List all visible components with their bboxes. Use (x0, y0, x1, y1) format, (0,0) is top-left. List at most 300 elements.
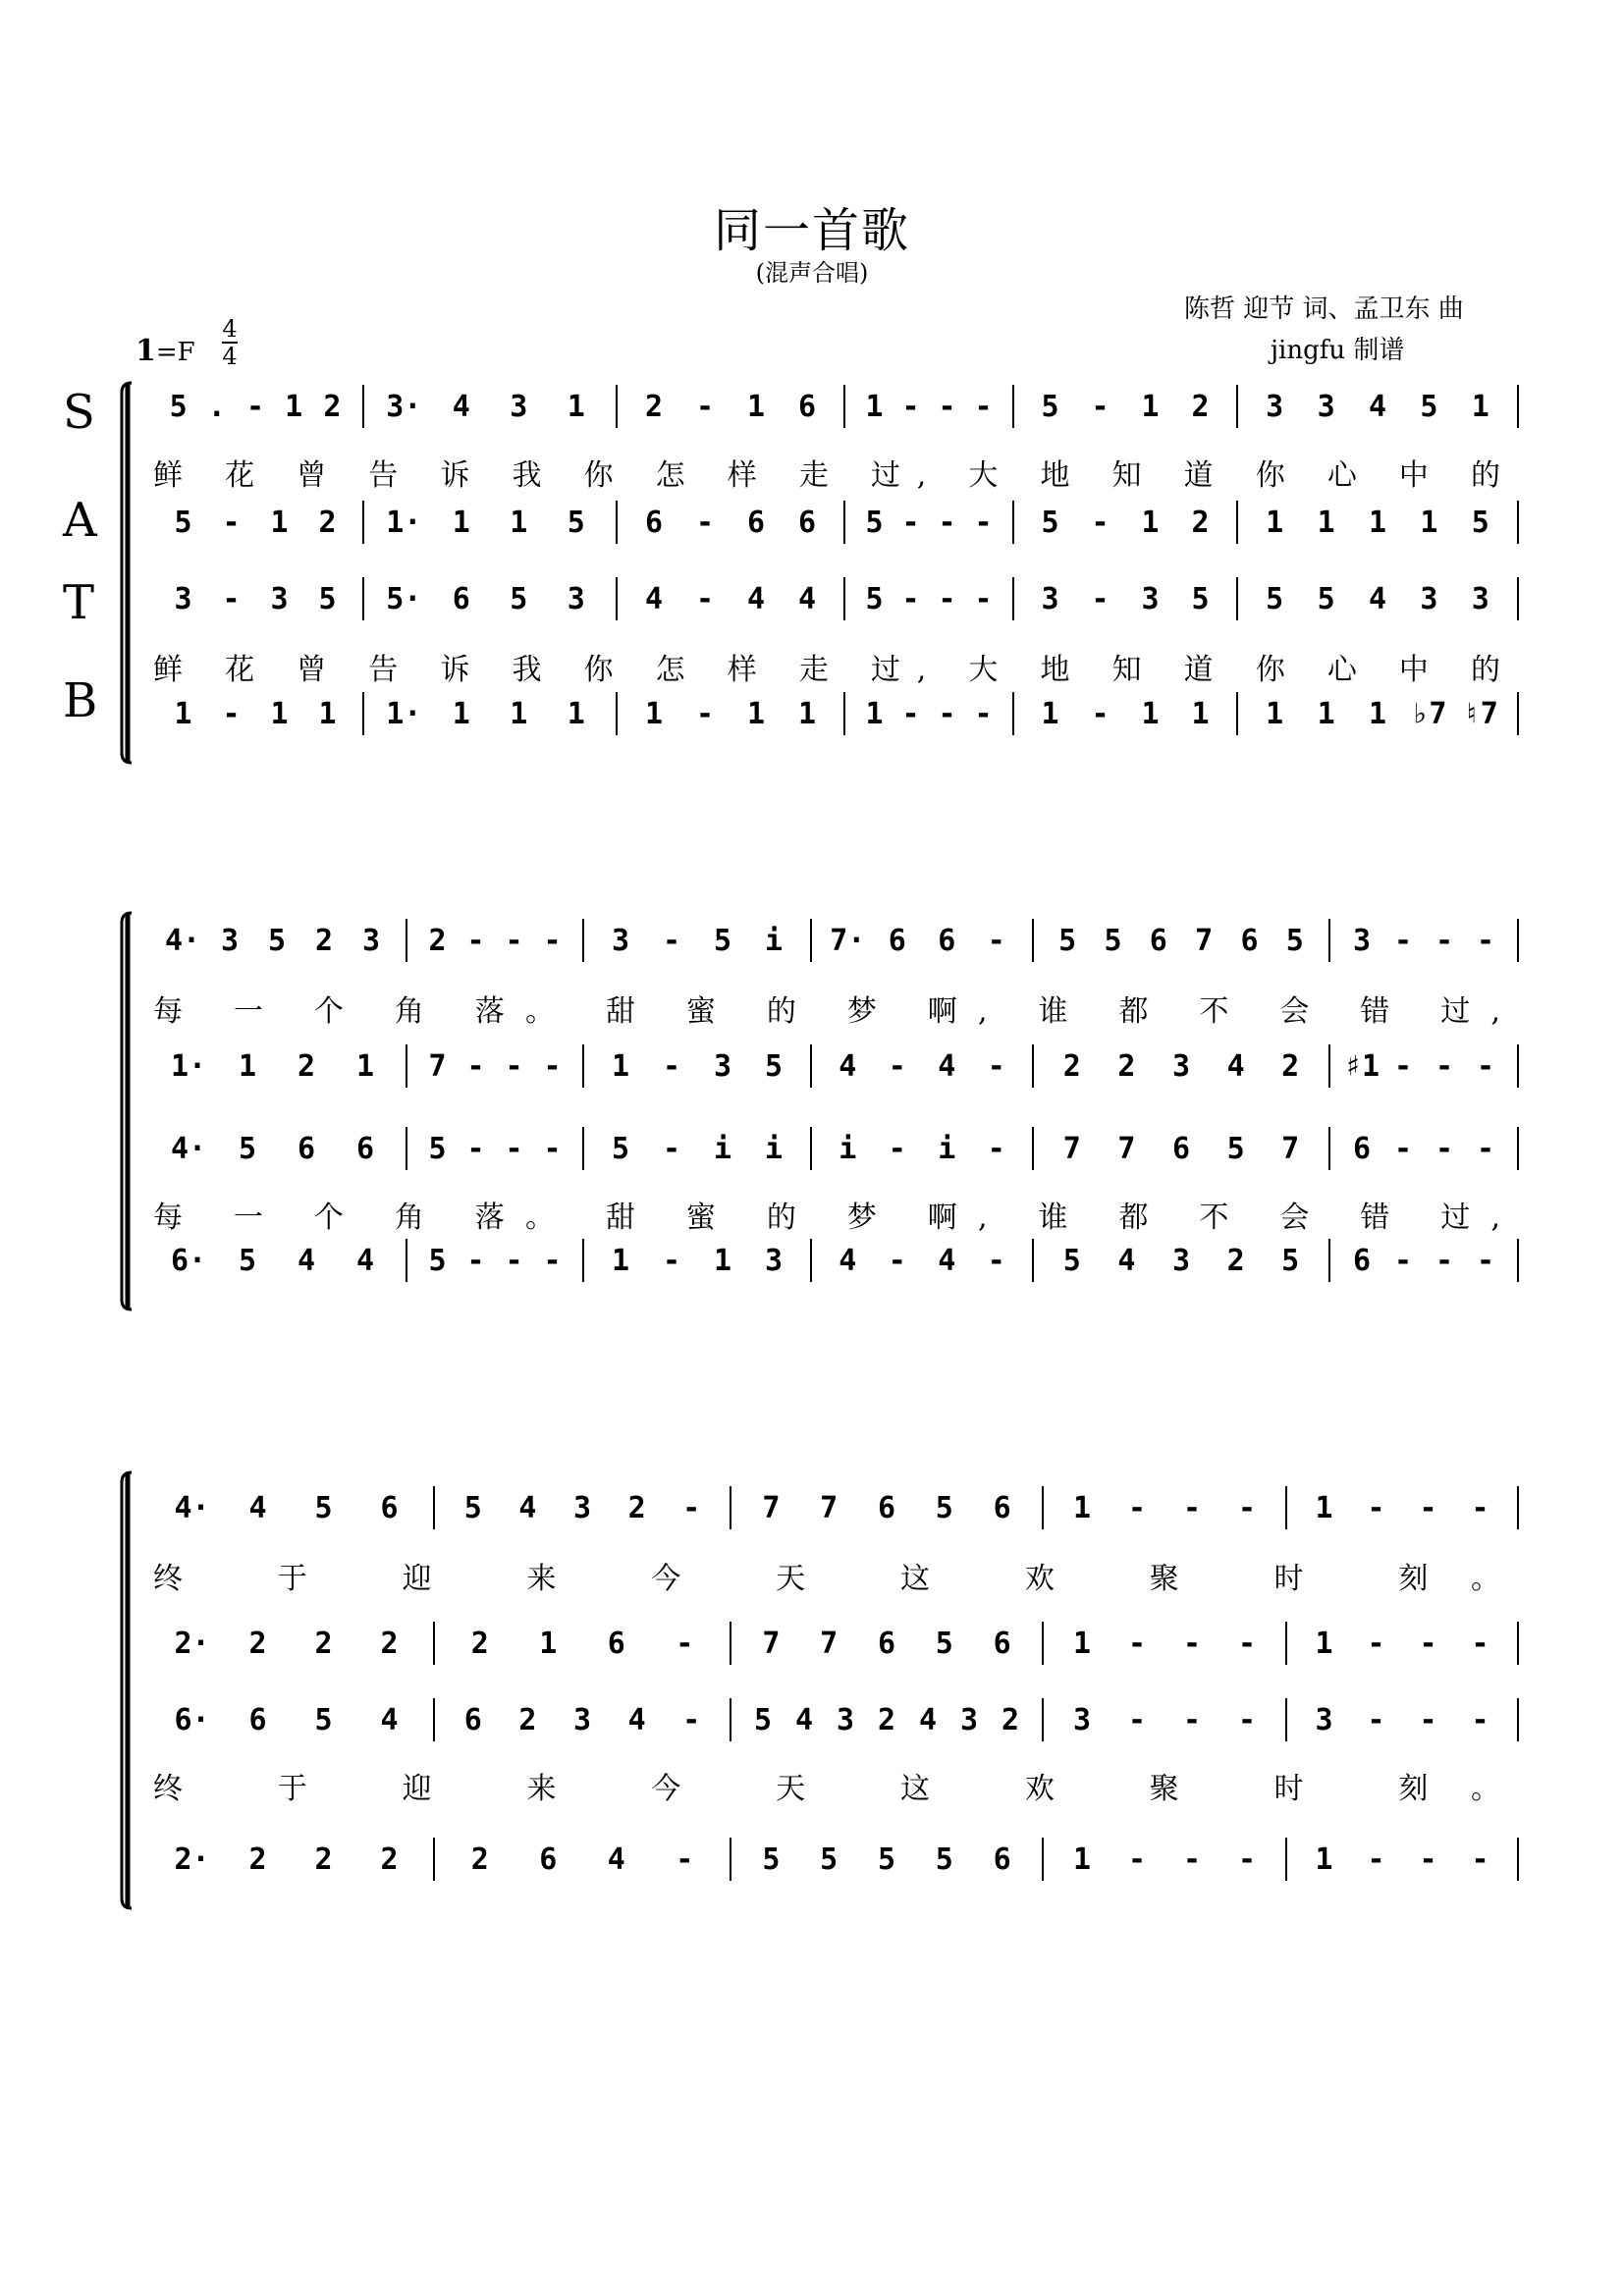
note: 4 (1226, 1049, 1245, 1084)
note: - (1367, 1703, 1385, 1737)
note: - (676, 1842, 694, 1877)
note: 3 (572, 1491, 592, 1525)
note: - (1476, 1244, 1495, 1278)
note: 1 (1141, 697, 1160, 731)
note: - (695, 506, 715, 540)
note: 5 (174, 506, 192, 540)
note: 1 (1368, 697, 1387, 731)
note: - (1367, 1842, 1385, 1877)
note: 2 (248, 1842, 267, 1877)
note: 6 (746, 506, 766, 540)
note: 4 (918, 1703, 938, 1737)
note: 1· (386, 506, 422, 540)
note: 6 (993, 1627, 1011, 1661)
note: 4· (174, 1491, 210, 1525)
note: - (682, 1703, 701, 1737)
note: - (1182, 1627, 1202, 1661)
note: 5 (753, 1703, 773, 1737)
note: 1 (865, 697, 884, 731)
note: - (1237, 1842, 1257, 1877)
subtitle: (混声合唱) (755, 259, 869, 287)
note: 6 (888, 924, 906, 958)
note: 4 (938, 1049, 956, 1084)
note: 5 (1281, 1244, 1300, 1278)
note: - (1476, 1049, 1495, 1084)
note: 2 (314, 924, 334, 958)
note: - (1127, 1842, 1147, 1877)
time-bottom: 4 (222, 343, 238, 370)
note: - (1127, 1627, 1147, 1661)
note: 1 (1317, 697, 1335, 731)
note: 2 (877, 1703, 896, 1737)
note: 1 (238, 1049, 257, 1084)
note: - (543, 1132, 562, 1166)
note: 3 (174, 582, 192, 616)
note: 3 (1141, 582, 1160, 616)
note: i (764, 1132, 784, 1166)
note: 3 (1420, 582, 1438, 616)
note: i (839, 1132, 857, 1166)
key-tonic: 1 (135, 334, 156, 368)
key-eq: = (155, 338, 178, 367)
note: 1 (1041, 697, 1059, 731)
note: - (662, 924, 681, 958)
note: 3 (1171, 1049, 1191, 1084)
note: 1 (1072, 1842, 1092, 1877)
note: 5 (428, 1132, 447, 1166)
note: - (987, 1049, 1005, 1084)
note: 4 (380, 1703, 399, 1737)
note: 5 (1226, 1132, 1245, 1166)
note: - (901, 390, 920, 424)
lyric-line: 终 于 迎 来 今 天 这 欢 聚 时 刻。 (153, 1562, 1500, 1596)
note: 4 (839, 1049, 857, 1084)
note: 5 (238, 1132, 257, 1166)
note: - (1127, 1703, 1147, 1737)
note: 7· (830, 924, 866, 958)
note: 1 (797, 697, 817, 731)
note: - (466, 1244, 485, 1278)
note: 5 (935, 1627, 953, 1661)
note: ♭7 (1411, 697, 1447, 731)
note: - (695, 582, 715, 616)
note: - (662, 1132, 681, 1166)
note: - (901, 582, 920, 616)
note: 3 (567, 582, 585, 616)
note: i (713, 1132, 732, 1166)
note: 7 (1062, 1132, 1081, 1166)
note: 3 (1315, 1703, 1333, 1737)
note: - (987, 924, 1005, 958)
note: 5 (1062, 1244, 1081, 1278)
note: - (1091, 390, 1110, 424)
note: - (1127, 1491, 1147, 1525)
note: 6 (1352, 1244, 1372, 1278)
note: 6 (297, 1132, 316, 1166)
note: 5 (1420, 390, 1438, 424)
note: 6 (797, 390, 817, 424)
note: i (764, 924, 784, 958)
note: - (974, 582, 993, 616)
note: 5 (865, 582, 884, 616)
note: 4 (1117, 1244, 1136, 1278)
note: 6 (380, 1491, 399, 1525)
note: - (938, 506, 956, 540)
note: 1 (865, 390, 884, 424)
note: 2 (518, 1703, 537, 1737)
note: - (1237, 1627, 1257, 1661)
note: - (1091, 697, 1110, 731)
note: 1 (1420, 506, 1438, 540)
lyric-line: 终 于 迎 来 今 天 这 欢 聚 时 刻。 (153, 1772, 1500, 1806)
note: 5 (762, 1842, 781, 1877)
note: 1 (567, 697, 585, 731)
note: 4 (794, 1703, 814, 1737)
note: 2· (174, 1842, 210, 1877)
note: 2 (314, 1627, 333, 1661)
note: 4 (297, 1244, 316, 1278)
note: - (1435, 1132, 1454, 1166)
note: 5 (567, 506, 585, 540)
note: 2 (470, 1842, 489, 1877)
note: 3 (510, 390, 528, 424)
note: - (938, 697, 956, 731)
note: 2 (323, 390, 342, 424)
note: 2 (297, 1049, 316, 1084)
note: 6 (1149, 924, 1167, 958)
note: 4 (644, 582, 664, 616)
note: 5 (1041, 390, 1059, 424)
note: 4 (607, 1842, 625, 1877)
note: 1 (1471, 390, 1489, 424)
note: - (1471, 1703, 1489, 1737)
note: 5 (1285, 924, 1304, 958)
note: 2 (428, 924, 447, 958)
note: 3 (1171, 1244, 1191, 1278)
note: 6 (938, 924, 956, 958)
note: 7 (820, 1491, 839, 1525)
note: 3· (386, 390, 422, 424)
page-title: 同一首歌 (713, 203, 910, 258)
note: 1 (713, 1244, 732, 1278)
note: 2 (314, 1842, 333, 1877)
note: 6· (174, 1703, 210, 1737)
note: 2 (380, 1842, 399, 1877)
note: 7 (428, 1049, 447, 1084)
arranger-credit: jingfu 制谱 (1271, 336, 1405, 365)
note: 5 (318, 582, 337, 616)
note: 1 (1191, 697, 1210, 731)
note: 1 (174, 697, 192, 731)
note: 2 (1191, 506, 1210, 540)
note: 4 (839, 1244, 857, 1278)
note: 3 (1041, 582, 1059, 616)
note: 5 (1104, 924, 1122, 958)
note: 1 (1317, 506, 1335, 540)
note: 5 (935, 1491, 953, 1525)
note: 1 (285, 390, 303, 424)
note: - (695, 697, 715, 731)
note: 1 (611, 1049, 630, 1084)
note: 1 (452, 506, 470, 540)
note: 6 (452, 582, 470, 616)
note: - (938, 582, 956, 616)
note: 5 (713, 924, 732, 958)
note: 5 (1041, 506, 1059, 540)
note: 1 (1141, 506, 1160, 540)
note: - (974, 697, 993, 731)
note: - (466, 924, 485, 958)
note: 1 (611, 1244, 630, 1278)
note: 2· (174, 1627, 210, 1661)
note: - (1367, 1491, 1385, 1525)
lyric-line: 每 一 个 角 落。 甜 蜜 的 梦 啊, 谁 都 不 会 错 过, (153, 1201, 1500, 1235)
note: i (938, 1132, 956, 1166)
note: 6 (607, 1627, 625, 1661)
note: 2 (1001, 1703, 1020, 1737)
lyric-line: 鲜 花 曾 告 诉 我 你 怎 样 走 过, 大 地 知 道 你 心 中 的 (153, 653, 1501, 687)
note: . (207, 390, 226, 424)
note: 7 (1281, 1132, 1300, 1166)
note: 1 (270, 697, 289, 731)
note: - (1393, 1244, 1413, 1278)
note: - (505, 1244, 523, 1278)
note: 7 (1195, 924, 1214, 958)
note: 2 (470, 1627, 489, 1661)
note: 1 (746, 390, 766, 424)
note: - (505, 924, 523, 958)
note: - (505, 1132, 523, 1166)
note: 5 (463, 1491, 482, 1525)
note: 1 (452, 697, 470, 731)
note: 7 (762, 1491, 781, 1525)
note: 4 (797, 582, 817, 616)
note: 5 (428, 1244, 447, 1278)
note: - (1419, 1703, 1437, 1737)
note: 7 (820, 1627, 839, 1661)
note: 1 (644, 697, 664, 731)
note: - (1237, 1703, 1257, 1737)
note: 5 (1471, 506, 1489, 540)
note: - (1471, 1627, 1489, 1661)
note: - (888, 1049, 906, 1084)
lyric-line: 鲜 花 曾 告 诉 我 你 怎 样 走 过, 大 地 知 道 你 心 中 的 (153, 458, 1501, 493)
note: 5 (1058, 924, 1077, 958)
note: - (1182, 1703, 1202, 1737)
note: 1 (510, 506, 528, 540)
note: - (676, 1627, 694, 1661)
note: 6 (463, 1703, 482, 1737)
note: 4 (248, 1491, 267, 1525)
note: 4· (164, 924, 201, 958)
note: 1 (1315, 1842, 1333, 1877)
note: 6 (1171, 1132, 1191, 1166)
key-note: F (177, 338, 195, 367)
note: 5 (314, 1703, 333, 1737)
note: 6 (1240, 924, 1259, 958)
note: 1 (1315, 1627, 1333, 1661)
note: 4 (746, 582, 766, 616)
note: ♮7 (1462, 697, 1498, 731)
note: 3 (1352, 924, 1372, 958)
note: 3 (1266, 390, 1284, 424)
note: 5 (1266, 582, 1284, 616)
note: 1 (510, 697, 528, 731)
note: 2 (1191, 390, 1210, 424)
note: - (1237, 1491, 1257, 1525)
note: 5 (865, 506, 884, 540)
note: 1 (270, 506, 289, 540)
note: - (901, 506, 920, 540)
note: 6 (248, 1703, 267, 1737)
note: 6 (797, 506, 817, 540)
note: 6 (644, 506, 664, 540)
note: 1 (539, 1627, 558, 1661)
note: - (888, 1132, 906, 1166)
note: 1 (1315, 1491, 1333, 1525)
note: - (543, 924, 562, 958)
voice-label-s: S (63, 385, 95, 440)
note: 5 (764, 1049, 784, 1084)
note: 6 (355, 1132, 375, 1166)
note: - (974, 506, 993, 540)
note: 6 (877, 1491, 896, 1525)
note: - (543, 1049, 562, 1084)
note: 3 (220, 924, 240, 958)
note: 3 (361, 924, 381, 958)
note: 4 (1368, 582, 1387, 616)
note: 3 (572, 1703, 592, 1737)
note: 2 (1117, 1049, 1136, 1084)
note: 5 (267, 924, 287, 958)
note: 3 (713, 1049, 732, 1084)
note: 5 (169, 390, 188, 424)
note: 1 (1368, 506, 1387, 540)
note: 5 (935, 1842, 953, 1877)
note: - (1419, 1491, 1437, 1525)
note: 4 (1368, 390, 1387, 424)
note: 6· (170, 1244, 207, 1278)
note: - (1476, 1132, 1495, 1166)
note: 4 (355, 1244, 375, 1278)
note: - (1471, 1491, 1489, 1525)
note: 1 (1072, 1627, 1092, 1661)
note: - (662, 1049, 681, 1084)
note: - (662, 1244, 681, 1278)
note: 7 (1117, 1132, 1136, 1166)
note: 2 (1062, 1049, 1081, 1084)
note: 1 (746, 697, 766, 731)
note: - (1471, 1842, 1489, 1877)
note: 2 (627, 1491, 646, 1525)
note: 7 (762, 1627, 781, 1661)
note: 1· (170, 1049, 207, 1084)
note: 2 (380, 1627, 399, 1661)
note: 6 (1352, 1132, 1372, 1166)
note: 1· (386, 697, 422, 731)
voice-label-t: T (63, 575, 95, 630)
note: 5 (820, 1842, 839, 1877)
note: - (1393, 1132, 1413, 1166)
note: - (695, 390, 715, 424)
authors-credit: 陈哲 迎节 词、孟卫东 曲 (1184, 294, 1464, 324)
note: - (1393, 1049, 1413, 1084)
note: - (1091, 506, 1110, 540)
note: 5 (510, 582, 528, 616)
lyric-line: 每 一 个 角 落。 甜 蜜 的 梦 啊, 谁 都 不 会 错 过, (153, 994, 1500, 1029)
note: 5· (386, 582, 422, 616)
note: ♯1 (1343, 1049, 1380, 1084)
note: - (1435, 1244, 1454, 1278)
note: - (1393, 924, 1413, 958)
note: 4 (518, 1491, 537, 1525)
note: 2 (248, 1627, 267, 1661)
voice-label-b: B (63, 673, 98, 728)
note: - (1091, 582, 1110, 616)
note: 5 (1191, 582, 1210, 616)
note: - (1182, 1491, 1202, 1525)
note: - (1435, 924, 1454, 958)
note: 2 (1281, 1049, 1300, 1084)
note: 4 (627, 1703, 646, 1737)
note: 5 (314, 1491, 333, 1525)
note: 3 (270, 582, 289, 616)
note: - (543, 1244, 562, 1278)
note: 2 (1226, 1244, 1245, 1278)
note: - (505, 1049, 523, 1084)
note: 3 (1072, 1703, 1092, 1737)
note: 3 (836, 1703, 855, 1737)
note: 3 (1317, 390, 1335, 424)
note: 4· (170, 1132, 207, 1166)
note: 5 (611, 1132, 630, 1166)
note: 1 (1141, 390, 1160, 424)
time-top: 4 (222, 315, 238, 343)
note: 6 (539, 1842, 558, 1877)
note: - (901, 697, 920, 731)
note: 6 (993, 1491, 1011, 1525)
note: 3 (1471, 582, 1489, 616)
note: 4 (452, 390, 470, 424)
note: - (1476, 924, 1495, 958)
note: - (1419, 1627, 1437, 1661)
note: - (245, 390, 265, 424)
note: 6 (993, 1842, 1011, 1877)
note: 1 (1266, 697, 1284, 731)
note: 2 (644, 390, 664, 424)
note: 1 (318, 697, 337, 731)
note: 6 (877, 1627, 896, 1661)
note: 5 (877, 1842, 896, 1877)
note: - (466, 1049, 485, 1084)
note: - (222, 582, 241, 616)
note: - (222, 506, 241, 540)
note: - (1419, 1842, 1437, 1877)
note: - (938, 390, 956, 424)
voice-label-a: A (63, 493, 97, 548)
note: - (987, 1132, 1005, 1166)
note: - (682, 1491, 701, 1525)
note: 1 (1266, 506, 1284, 540)
note: 1 (355, 1049, 375, 1084)
note: 4 (938, 1244, 956, 1278)
note: - (1435, 1049, 1454, 1084)
note: 3 (611, 924, 630, 958)
note: 1 (567, 390, 585, 424)
note: - (888, 1244, 906, 1278)
note: 2 (318, 506, 337, 540)
note: - (1182, 1842, 1202, 1877)
